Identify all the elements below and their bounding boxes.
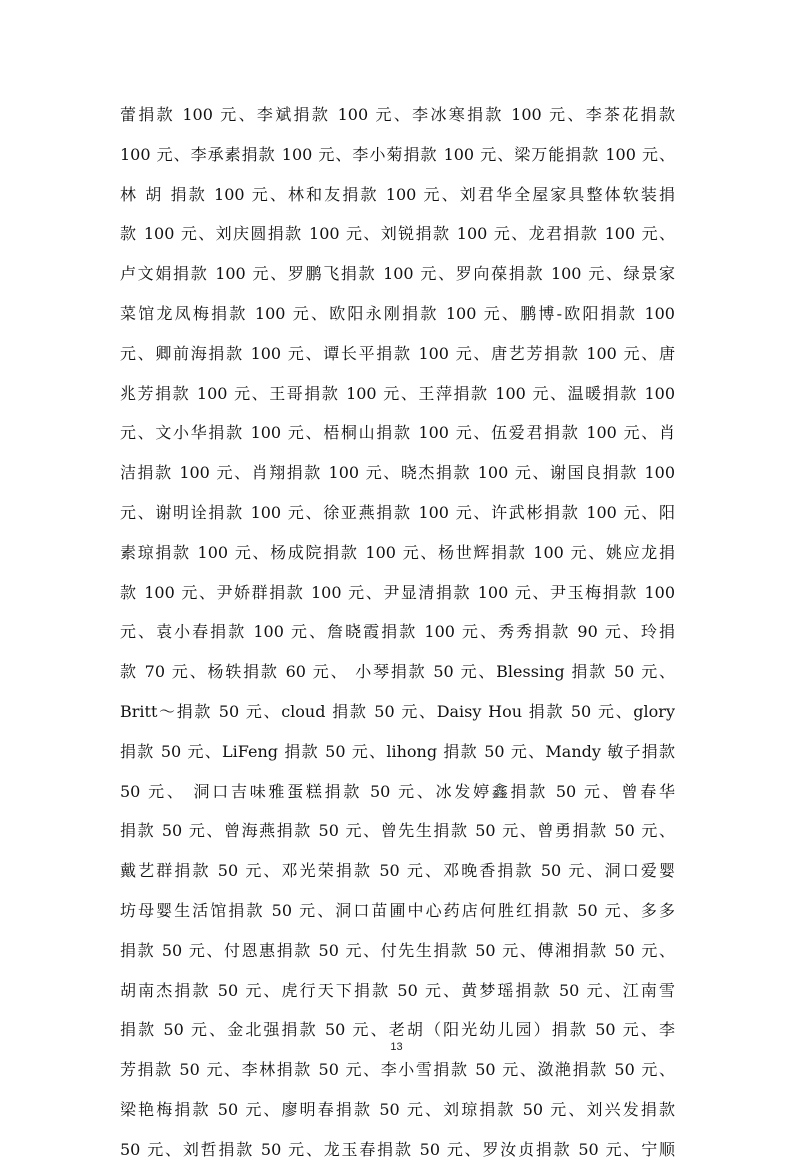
text-line: 元、文小华捐款 100 元、梧桐山捐款 100 元、伍爱君捐款 100 元、肖: [120, 423, 675, 443]
text-line: 兆芳捐款 100 元、王哥捐款 100 元、王萍捐款 100 元、温暖捐款 100: [120, 383, 675, 403]
text-line: 坊母婴生活馆捐款 50 元、洞口苗圃中心药店何胜红捐款 50 元、多多: [120, 900, 675, 920]
text-line: 款 70 元、杨轶捐款 60 元、 小琴捐款 50 元、Blessing 捐款 50 元、: [120, 662, 675, 682]
text-line: 胡南杰捐款 50 元、虎行天下捐款 50 元、黄梦瑶捐款 50 元、江南雪: [120, 980, 675, 1000]
text-line: 捐款 50 元、曾海燕捐款 50 元、曾先生捐款 50 元、曾勇捐款 50 元、: [120, 821, 675, 841]
text-line: 捐款 50 元、LiFeng 捐款 50 元、lihong 捐款 50 元、Mandy 敏子捐款: [120, 741, 675, 761]
text-line: 蕾捐款 100 元、李斌捐款 100 元、李冰寒捐款 100 元、李茶花捐款: [120, 105, 675, 124]
text-line: 款 100 元、刘庆圆捐款 100 元、刘锐捐款 100 元、龙君捐款 100 元、: [120, 224, 675, 244]
donation-text-block: [120, 95, 675, 1170]
text-line: 卢文娟捐款 100 元、罗鹏飞捐款 100 元、罗向葆捐款 100 元、绿景家: [120, 264, 675, 284]
text-line: 洁捐款 100 元、肖翔捐款 100 元、晓杰捐款 100 元、谢国良捐款 100: [120, 463, 675, 483]
text-line: 元、卿前海捐款 100 元、谭长平捐款 100 元、唐艺芳捐款 100 元、唐: [120, 343, 675, 363]
text-line: 素琼捐款 100 元、杨成院捐款 100 元、杨世辉捐款 100 元、姚应龙捐: [120, 542, 675, 562]
text-line: 元、袁小春捐款 100 元、詹晓霞捐款 100 元、秀秀捐款 90 元、玲捐: [120, 622, 675, 642]
text-line: 元、谢明诠捐款 100 元、徐亚燕捐款 100 元、许武彬捐款 100 元、阳: [120, 502, 675, 522]
text-line: 林 胡 捐款 100 元、林和友捐款 100 元、刘君华全屋家具整体软装捐: [120, 184, 675, 204]
text-line: 50 元、刘哲捐款 50 元、龙玉春捐款 50 元、罗汝贞捐款 50 元、宁顺: [120, 1139, 675, 1159]
text-line: 梁艳梅捐款 50 元、廖明春捐款 50 元、刘琼捐款 50 元、刘兴发捐款: [120, 1099, 675, 1119]
text-line: 捐款 50 元、金北强捐款 50 元、老胡（阳光幼儿园）捐款 50 元、李: [120, 1020, 675, 1040]
text-line: 捐款 50 元、付恩惠捐款 50 元、付先生捐款 50 元、傅湘捐款 50 元、: [120, 940, 675, 960]
text-line: 50 元、 洞口吉味雅蛋糕捐款 50 元、冰发婷鑫捐款 50 元、曾春华: [120, 781, 675, 801]
text-line: 100 元、李承素捐款 100 元、李小菊捐款 100 元、梁万能捐款 100 元、: [120, 144, 675, 164]
page-number: 13: [390, 1041, 403, 1053]
text-line: 菜馆龙凤梅捐款 100 元、欧阳永刚捐款 100 元、鹏博-欧阳捐款 100: [120, 303, 675, 323]
text-line: 戴艺群捐款 50 元、邓光荣捐款 50 元、邓晚香捐款 50 元、洞口爱婴: [120, 861, 675, 881]
text-line: 款 100 元、尹娇群捐款 100 元、尹显清捐款 100 元、尹玉梅捐款 100: [120, 582, 675, 602]
text-line: 芳捐款 50 元、李林捐款 50 元、李小雪捐款 50 元、潋滟捐款 50 元、: [120, 1060, 675, 1080]
text-line: Britt～捐款 50 元、cloud 捐款 50 元、Daisy Hou 捐款 50 元、glory: [120, 701, 675, 721]
